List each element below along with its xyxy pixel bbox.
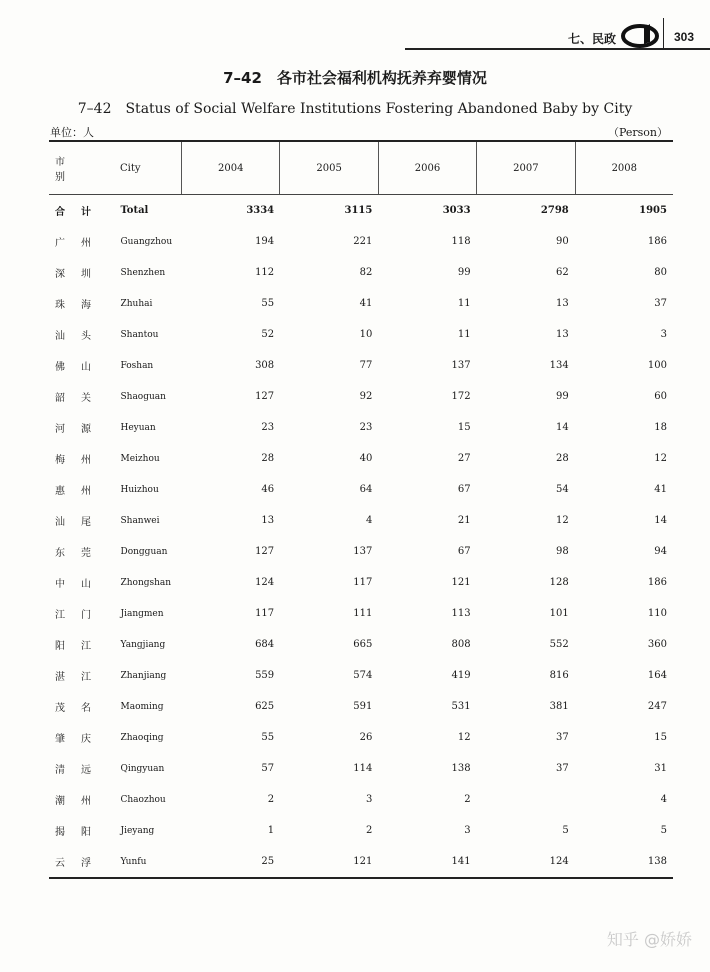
table-row [49, 598, 673, 629]
city-name-cn: 惠州 [55, 486, 107, 497]
city-name-cn: 珠海 [55, 300, 107, 311]
value-cell: 82 [359, 267, 373, 278]
city-name-en: Zhaoqing [120, 732, 164, 743]
value-cell: 684 [255, 639, 275, 650]
value-cell: 67 [457, 484, 471, 495]
value-cell: 77 [359, 360, 373, 371]
value-cell: 90 [556, 236, 569, 247]
city-name-cn: 揭阳 [55, 827, 107, 838]
value-cell: 127 [255, 391, 275, 402]
city-name-cn: 中山 [55, 579, 107, 590]
value-cell: 128 [549, 577, 569, 588]
table-row [49, 722, 673, 753]
city-name-en: Yunfu [120, 856, 147, 867]
table-row [49, 505, 673, 536]
table-bottom-rule [49, 877, 673, 879]
city-name-en: Chaozhou [120, 794, 166, 805]
value-cell: 164 [647, 670, 667, 681]
value-cell: 99 [457, 267, 471, 278]
header-rule [405, 48, 710, 50]
value-cell: 31 [654, 763, 667, 774]
table-header [49, 142, 673, 194]
value-cell: 137 [353, 546, 373, 557]
value-cell: 121 [353, 856, 373, 867]
value-cell: 60 [654, 391, 667, 402]
city-name-en: Shenzhen [120, 267, 166, 278]
city-name-en: Shanwei [120, 515, 160, 526]
value-cell: 4 [365, 515, 373, 526]
value-cell: 2 [464, 794, 471, 805]
value-cell: 55 [261, 732, 275, 743]
value-cell: 15 [654, 732, 667, 743]
value-cell: 138 [647, 856, 667, 867]
table-row [49, 257, 673, 288]
value-cell: 134 [549, 360, 569, 371]
value-cell: 186 [647, 236, 667, 247]
city-name-cn: 梅州 [55, 455, 107, 466]
value-cell: 37 [556, 732, 569, 743]
value-cell: 64 [359, 484, 373, 495]
table-row [49, 815, 673, 846]
value-cell: 25 [261, 856, 275, 867]
header-year: 2004 [181, 142, 279, 194]
city-name-en: Qingyuan [120, 763, 165, 774]
city-name-cn: 汕尾 [55, 517, 107, 528]
value-cell: 816 [549, 670, 569, 681]
value-cell: 194 [255, 236, 275, 247]
value-cell: 94 [654, 546, 667, 557]
value-cell: 37 [556, 763, 569, 774]
value-cell: 118 [451, 236, 471, 247]
value-cell: 3334 [246, 205, 275, 216]
value-cell: 117 [353, 577, 373, 588]
city-name-cn: 清远 [55, 765, 107, 776]
value-cell: 3033 [442, 205, 471, 216]
city-name-en: Total [120, 205, 149, 216]
value-cell: 62 [556, 267, 569, 278]
header-year: 2006 [378, 142, 476, 194]
city-name-cn: 肇庆 [55, 734, 107, 745]
city-name-cn: 潮州 [55, 796, 107, 807]
header-year: 2007 [476, 142, 574, 194]
value-cell: 3 [365, 794, 373, 805]
value-cell: 46 [261, 484, 275, 495]
table-row [49, 381, 673, 412]
value-cell: 574 [353, 670, 373, 681]
value-cell: 21 [457, 515, 471, 526]
value-cell: 27 [457, 453, 471, 464]
city-name-cn: 河源 [55, 424, 107, 435]
value-cell: 808 [451, 639, 471, 650]
city-name-en: Maoming [120, 701, 164, 712]
value-cell: 52 [261, 329, 275, 340]
table-row [49, 846, 673, 877]
value-cell: 665 [353, 639, 373, 650]
city-name-cn: 湛江 [55, 672, 107, 683]
value-cell: 172 [451, 391, 471, 402]
city-name-en: Yangjiang [120, 639, 166, 650]
table-row [49, 691, 673, 722]
value-cell: 138 [451, 763, 471, 774]
table-row [49, 629, 673, 660]
city-name-cn: 合计 [55, 207, 107, 218]
value-cell: 55 [261, 298, 275, 309]
value-cell: 100 [647, 360, 667, 371]
value-cell: 23 [261, 422, 275, 433]
page-number: 303 [674, 30, 695, 44]
value-cell: 15 [457, 422, 471, 433]
city-name-cn: 汕头 [55, 331, 107, 342]
city-name-cn: 韶关 [55, 393, 107, 404]
city-name-cn: 江门 [55, 610, 107, 621]
city-name-en: Guangzhou [120, 236, 173, 247]
value-cell: 98 [556, 546, 569, 557]
table-row-total [49, 195, 673, 226]
value-cell: 67 [457, 546, 471, 557]
value-cell: 141 [451, 856, 471, 867]
table-row [49, 443, 673, 474]
value-cell: 531 [451, 701, 471, 712]
table-row [49, 474, 673, 505]
value-cell: 121 [451, 577, 471, 588]
table-row [49, 753, 673, 784]
table-row [49, 536, 673, 567]
city-name-cn: 东莞 [55, 548, 107, 559]
publisher-logo-icon [620, 22, 660, 48]
value-cell: 552 [549, 639, 569, 650]
city-name-cn: 广州 [55, 238, 107, 249]
table-title-cn: 7–42 各市社会福利机构抚养弃婴情况 [223, 69, 487, 87]
table-row [49, 350, 673, 381]
value-cell: 13 [556, 298, 569, 309]
city-name-en: Meizhou [120, 453, 160, 464]
city-name-en: Huizhou [120, 484, 159, 495]
city-name-cn: 茂名 [55, 703, 107, 714]
value-cell: 113 [451, 608, 471, 619]
table-row [49, 660, 673, 691]
city-name-en: Heyuan [120, 422, 156, 433]
city-name-cn: 佛山 [55, 362, 107, 373]
city-name-en: Jiangmen [120, 608, 164, 619]
value-cell: 41 [654, 484, 667, 495]
value-cell: 381 [549, 701, 569, 712]
value-cell: 3 [464, 825, 471, 836]
value-cell: 559 [255, 670, 275, 681]
table-row [49, 319, 673, 350]
unit-label: 单位：人 [50, 126, 94, 139]
city-name-en: Shaoguan [120, 391, 166, 402]
city-name-en: Zhanjiang [120, 670, 167, 681]
value-cell: 112 [255, 267, 275, 278]
value-cell: 124 [255, 577, 275, 588]
value-cell: 247 [647, 701, 667, 712]
value-cell: 308 [255, 360, 275, 371]
header-year: 2005 [279, 142, 377, 194]
header-city-en: City [120, 162, 141, 174]
value-cell: 12 [654, 453, 667, 464]
value-cell: 101 [549, 608, 569, 619]
header-section: 七、民政 [568, 32, 617, 46]
city-name-en: Jieyang [120, 825, 155, 836]
value-cell: 18 [654, 422, 667, 433]
value-cell: 419 [451, 670, 471, 681]
table-row [49, 288, 673, 319]
watermark: 知乎 @娇娇 [606, 930, 692, 949]
value-cell: 137 [451, 360, 471, 371]
value-cell: 26 [359, 732, 373, 743]
value-cell: 2 [267, 794, 275, 805]
city-name-en: Dongguan [120, 546, 168, 557]
value-cell: 12 [457, 732, 471, 743]
value-cell: 591 [353, 701, 373, 712]
city-name-en: Zhuhai [120, 298, 153, 309]
value-cell: 13 [556, 329, 569, 340]
value-cell: 111 [353, 608, 373, 619]
value-cell: 110 [647, 608, 667, 619]
city-name-cn: 阳江 [55, 641, 107, 652]
value-cell: 114 [353, 763, 373, 774]
value-cell: 14 [654, 515, 667, 526]
table-row [49, 226, 673, 257]
value-cell: 54 [556, 484, 569, 495]
value-cell: 5 [660, 825, 667, 836]
value-cell: 28 [556, 453, 569, 464]
city-name-cn: 深圳 [55, 269, 107, 280]
value-cell: 360 [647, 639, 667, 650]
value-cell: 80 [654, 267, 667, 278]
table-title-en: 7–42 Status of Social Welfare Institutions Fostering Abandoned Baby by City [77, 101, 633, 117]
header-divider [663, 18, 664, 48]
city-name-en: Foshan [120, 360, 154, 371]
value-cell: 3115 [344, 205, 373, 216]
unit-label-en: （Person） [607, 126, 668, 139]
city-name-en: Shantou [120, 329, 159, 340]
value-cell: 1905 [639, 205, 667, 216]
value-cell: 12 [556, 515, 569, 526]
value-cell: 11 [457, 329, 471, 340]
value-cell: 23 [359, 422, 373, 433]
value-cell: 40 [359, 453, 373, 464]
data-table [49, 140, 673, 879]
header-city-cn: 市 别 [55, 157, 103, 183]
value-cell: 5 [562, 825, 569, 836]
header-year: 2008 [575, 142, 673, 194]
city-name-cn: 云浮 [55, 858, 107, 869]
table-row [49, 784, 673, 815]
value-cell: 41 [359, 298, 373, 309]
value-cell: 4 [660, 794, 667, 805]
value-cell: 127 [255, 546, 275, 557]
value-cell: 13 [261, 515, 275, 526]
city-name-en: Zhongshan [120, 577, 172, 588]
value-cell: 10 [359, 329, 373, 340]
value-cell: 57 [261, 763, 275, 774]
value-cell: 99 [556, 391, 569, 402]
value-cell: 37 [654, 298, 667, 309]
value-cell: 1 [267, 825, 275, 836]
table-body [49, 195, 673, 877]
table-row [49, 412, 673, 443]
table-row [49, 567, 673, 598]
value-cell: 2 [365, 825, 373, 836]
value-cell: 14 [556, 422, 569, 433]
value-cell: 11 [457, 298, 471, 309]
value-cell: 124 [549, 856, 569, 867]
value-cell: 28 [261, 453, 275, 464]
value-cell: 117 [255, 608, 275, 619]
value-cell: 186 [647, 577, 667, 588]
value-cell: 92 [359, 391, 373, 402]
value-cell: 2798 [540, 205, 569, 216]
value-cell: 3 [660, 329, 667, 340]
value-cell: 625 [255, 701, 275, 712]
value-cell: 221 [353, 236, 373, 247]
